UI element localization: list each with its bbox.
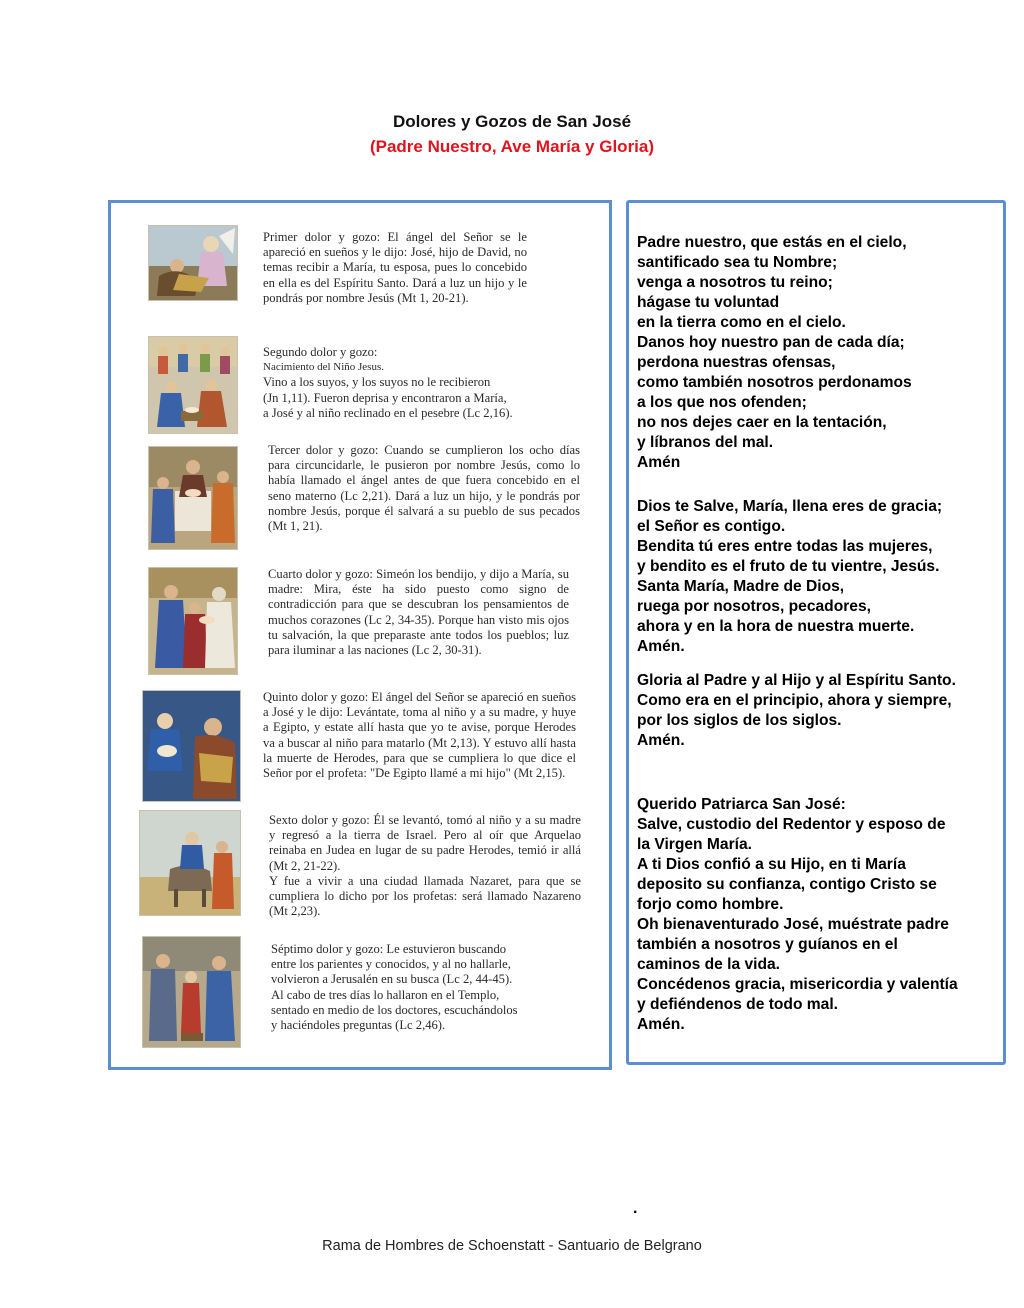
page-footer: Rama de Hombres de Schoenstatt - Santuario de Belgrano [322,1238,702,1254]
prayer-line: Amén. [637,638,685,655]
prayer-line: ruega por nosotros, pecadores, [637,598,871,615]
entry-text-line: sentado en medio de los doctores, escuchándolos [271,1002,518,1017]
prayer-line: y bendito es el fruto de tu vientre, Jesús. [637,558,940,575]
entry-5-text [263,690,576,781]
entry-3-text [268,443,580,534]
prayer-line: santificado sea tu Nombre; [637,254,838,271]
prayer-line: perdona nuestras ofensas, [637,354,836,371]
prayer-line: Bendita tú eres entre todas las mujeres, [637,538,933,555]
prayer-ave-maria [637,497,999,657]
prayer-line: Como era en el principio, ahora y siempre, [637,692,952,709]
nativity-image [148,336,238,434]
prayer-line: deposito su confianza, contigo Cristo se [637,876,937,893]
prayer-line: Concédenos gracia, misericordia y valentía [637,976,958,993]
entry-text-line: a José y al niño reclinado en el pesebre (Lc 2,16). [263,405,513,420]
entry-6-text [269,813,581,919]
prayer-gloria [637,671,999,751]
prayers-panel [626,200,1006,1065]
prayer-line: Salve, custodio del Redentor y esposo de [637,816,946,833]
entry-text-line: Séptimo dolor y gozo: Le estuvieron buscando [271,942,507,956]
prayer-line: caminos de la vida. [637,956,781,973]
dream-angel-image [148,225,238,301]
prayer-line: y defiéndenos de todo mal. [637,996,839,1013]
prayer-line: ahora y en la hora de nuestra muerte. [637,618,915,635]
entry-text-line: volvieron a Jerusalén en su busca (Lc 2, 44-45). [271,972,513,987]
prayer-line: la Virgen María. [637,836,752,853]
entry-4-text [268,567,569,658]
entry-text-line: entre los parientes y conocidos, y al no hallarle, [271,957,511,972]
page-title: Dolores y Gozos de San José [392,112,632,131]
prayer-line: Querido Patriarca San José: [637,796,846,813]
entry-text-line: Y fue a vivir a una ciudad llamada Nazaret, para que se cumpliera lo dicho por los profetas: será llamado Nazareno (Mt 2,23). [269,873,581,919]
entry-1-text [263,230,527,306]
prayer-line: el Señor es contigo. [637,518,786,535]
entry-2-text [263,345,563,421]
prayer-line: también a nosotros y guíanos en el [637,936,898,953]
circumcision-image [148,446,238,550]
prayer-line: Dios te Salve, María, llena eres de gracia; [637,498,943,515]
prayer-line: y líbranos del mal. [637,434,774,451]
footer-dot: . [633,1200,638,1217]
prayer-line: no nos dejes caer en la tentación, [637,414,887,431]
prayer-line: Gloria al Padre y al Hijo y al Espíritu Santo. [637,672,956,689]
prayer-line: como también nosotros perdonamos [637,374,912,391]
entry-text-line: y haciéndoles preguntas (Lc 2,46). [271,1018,446,1033]
prayer-line: Padre nuestro, que estás en el cielo, [637,234,907,251]
entry-text-line: Vino a los suyos, y los suyos no le recibieron [263,375,491,390]
entry-text-line: Sexto dolor y gozo: Él se levantó, tomó al niño y a su madre y regresó a la tierra de Israel. Pero al oír que Arquelao reinaba en Judea en lugar de su padre Herodes, temió ir allá (Mt 2, 21-22). [269,813,581,873]
entry-7-text [271,942,571,1033]
entry-text-line: (Jn 1,11). Fueron deprisa y encontraron a María, [263,390,507,405]
prayer-line: Danos hoy nuestro pan de cada día; [637,334,905,351]
prayer-line: forjo como hombre. [637,896,784,913]
prayer-line: por los siglos de los siglos. [637,712,842,729]
page-subtitle: (Padre Nuestro, Ave María y Gloria) [369,137,655,156]
prayer-line: en la tierra como en el cielo. [637,314,846,331]
prayer-line: Amén. [637,1016,685,1033]
return-israel-image [139,810,241,916]
prayer-padre-nuestro [637,233,999,473]
prayer-line: hágase tu voluntad [637,294,780,311]
prayer-line: venga a nosotros tu reino; [637,274,833,291]
entry-text-line: Al cabo de tres días lo hallaron en el Templo, [271,987,500,1002]
entry-text-line: Cuarto dolor y gozo: Simeón los bendijo, y dijo a María, su madre: Mira, éste ha sido puesto como signo de contradicción para que se descubran los pensamientos de muchos corazones (Lc 2, 34-35). Porque han visto mis ojos tu salvación, la que preparaste ante todos los pueblos; luz para iluminar a las naciones (Lc 2, 30-31). [268,567,569,658]
presentation-image [148,567,238,675]
prayer-line: a los que nos ofenden; [637,394,807,411]
finding-temple-image [142,936,241,1048]
entry-text-line: Tercer dolor y gozo: Cuando se cumplieron los ocho días para circuncidarle, le pusieron por nombre Jesús, como lo había llamado el ángel antes de que fuera concebido en el seno materno (Lc 2,21). Dará a luz un hijo, y le pondrás por nombre Jesús, porque él salvará a su pueblo de sus pecados (Mt 1, 21). [268,443,580,534]
prayer-line: Oh bienaventurado José, muéstrate padre [637,916,949,933]
prayer-line: Amén. [637,732,685,749]
flight-egypt-dream-image [142,690,241,802]
entry-text-line: Segundo dolor y gozo: [263,345,378,359]
prayer-line: Santa María, Madre de Dios, [637,578,845,595]
entry-text-line: Primer dolor y gozo: El ángel del Señor se le apareció en sueños y le dijo: José, hijo de David, no temas recibir a María, tu esposa, pues lo concebido en ella es del Espíritu Santo. Dará a luz un hijo y le pondrás por nombre Jesús (Mt 1, 20-21). [263,230,527,305]
entry-text-line: Quinto dolor y gozo: El ángel del Señor se apareció en sueños a José y le dijo: Levántate, toma al niño y a su madre, y huye a Egipto, y estate allí hasta que yo te avise, porque Herodes va a buscar al niño para matarlo (Mt 2,13). Y estuvo allí hasta la muerte de Herodes, para que se cumpliera lo que dice el Señor por el profeta: "De Egipto llamé a mi hijo" (Mt 2,15). [263,690,577,781]
prayer-line: Amén [637,454,681,471]
sorrows-joys-panel [108,200,612,1070]
prayer-line: A ti Dios confió a su Hijo, en ti María [637,856,906,873]
entry-text-line: Nacimiento del Niño Jesus. [263,361,384,374]
prayer-san-jose [637,795,999,1035]
